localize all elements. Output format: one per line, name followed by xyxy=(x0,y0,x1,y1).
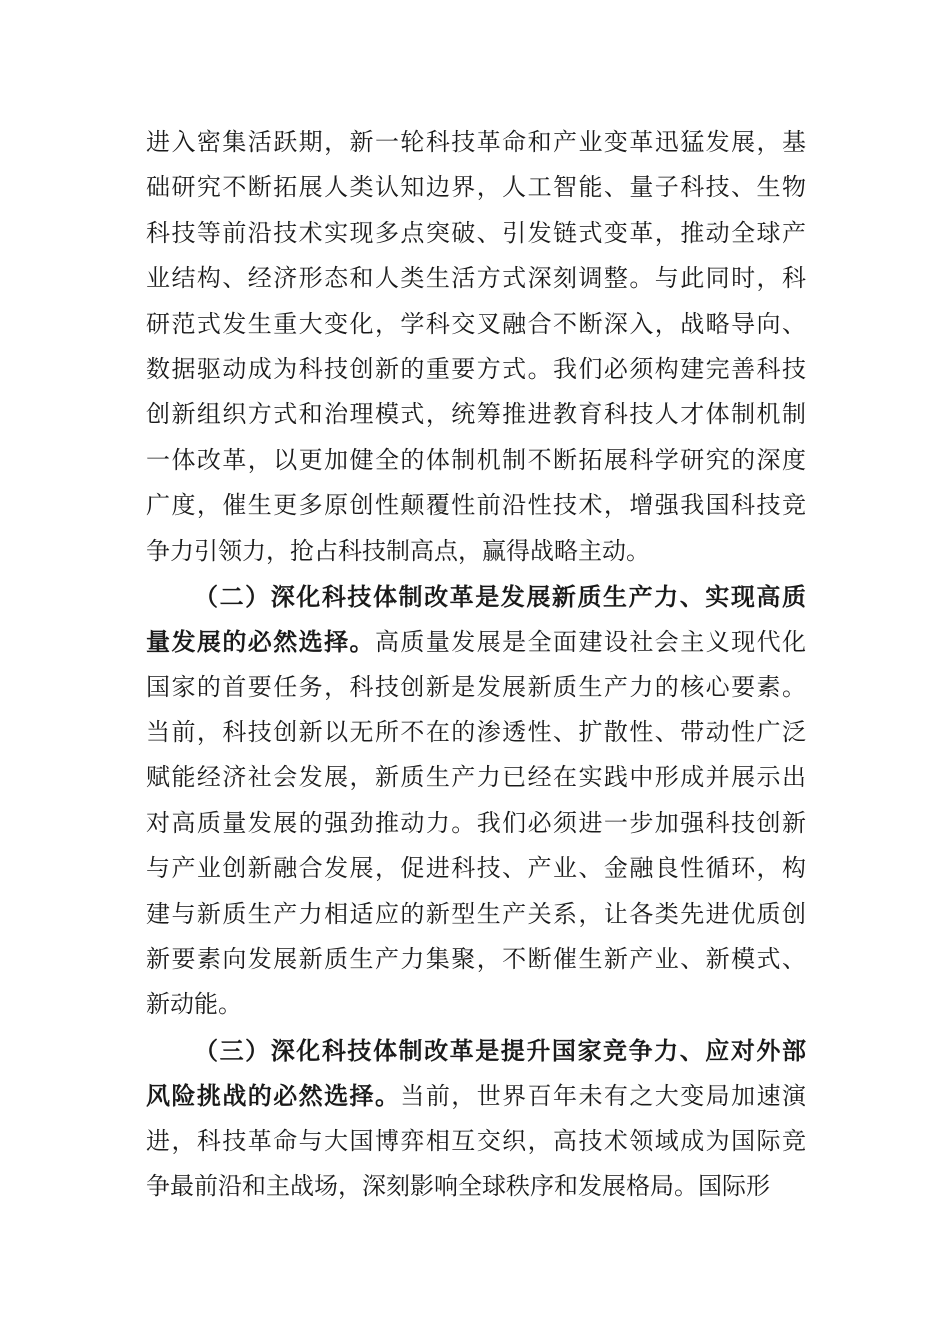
text-line xyxy=(146,937,806,982)
body-text: 进，科技革命与大国博弈相互交织，高技术领域成为国际竞 xyxy=(146,1126,806,1155)
text-line xyxy=(146,529,806,574)
text-line xyxy=(146,755,806,800)
body-text: 高质量发展是全面建设社会主义现代化 xyxy=(374,628,807,657)
text-line xyxy=(146,619,806,664)
text-line xyxy=(146,1073,806,1118)
body-text: 当前，科技创新以无所不在的渗透性、扩散性、带动性广泛 xyxy=(146,718,806,747)
body-text: 一体改革，以更加健全的体制机制不断拓展科学研究的深度 xyxy=(146,445,806,474)
bold-heading-text: （三）深化科技体制改革是提升国家竞争力、应对外部 xyxy=(194,1035,806,1065)
bold-heading-text: 风险挑战的必然选择。 xyxy=(146,1081,401,1111)
text-line xyxy=(146,302,806,347)
body-text: 对高质量发展的强劲推动力。我们必须进一步加强科技创新 xyxy=(146,808,806,837)
text-line xyxy=(146,1028,806,1073)
text-line xyxy=(146,574,806,619)
body-text: 科技等前沿技术实现多点突破、引发链式变革，推动全球产 xyxy=(146,218,806,247)
bold-heading-text: 量发展的必然选择。 xyxy=(146,627,375,657)
text-line xyxy=(146,801,806,846)
body-text: 国家的首要任务，科技创新是发展新质生产力的核心要素。 xyxy=(146,672,806,701)
body-text: 赋能经济社会发展，新质生产力已经在实践中形成并展示出 xyxy=(146,763,806,792)
body-text: 广度，催生更多原创性颠覆性前沿性技术，增强我国科技竞 xyxy=(146,491,806,520)
paragraph-intro xyxy=(146,120,806,574)
text-line xyxy=(146,846,806,891)
body-text: 业结构、经济形态和人类生活方式深刻调整。与此同时，科 xyxy=(146,264,806,293)
document-body xyxy=(146,120,806,1209)
body-text: 新要素向发展新质生产力集聚，不断催生新产业、新模式、 xyxy=(146,945,806,974)
text-line xyxy=(146,392,806,437)
text-line xyxy=(146,982,806,1027)
text-line xyxy=(146,256,806,301)
body-text: 当前，世界百年未有之大变局加速演 xyxy=(400,1082,807,1111)
paragraph-section-2 xyxy=(146,574,806,1028)
body-text: 创新组织方式和治理模式，统筹推进教育科技人才体制机制 xyxy=(146,400,806,429)
body-text: 与产业创新融合发展，促进科技、产业、金融良性循环，构 xyxy=(146,854,806,883)
text-line xyxy=(146,483,806,528)
body-text: 础研究不断拓展人类认知边界，人工智能、量子科技、生物 xyxy=(146,173,806,202)
body-text: 争最前沿和主战场，深刻影响全球秩序和发展格局。国际形 xyxy=(146,1171,770,1200)
text-line xyxy=(146,710,806,755)
body-text: 争力引领力，抢占科技制高点，赢得战略主动。 xyxy=(146,536,650,565)
text-line xyxy=(146,211,806,256)
text-line xyxy=(146,165,806,210)
body-text: 进入密集活跃期，新一轮科技革命和产业变革迅猛发展，基 xyxy=(146,128,806,156)
text-line xyxy=(146,665,806,710)
text-line xyxy=(146,438,806,483)
text-line xyxy=(146,892,806,937)
paragraph-section-3 xyxy=(146,1028,806,1210)
text-line xyxy=(146,1164,806,1209)
text-line xyxy=(146,347,806,392)
body-text: 新动能。 xyxy=(146,990,242,1019)
body-text: 建与新质生产力相适应的新型生产关系，让各类先进优质创 xyxy=(146,899,806,928)
bold-heading-text: （二）深化科技体制改革是发展新质生产力、实现高质 xyxy=(194,581,806,611)
body-text: 数据驱动成为科技创新的重要方式。我们必须构建完善科技 xyxy=(146,354,806,383)
body-text: 研范式发生重大变化，学科交叉融合不断深入，战略导向、 xyxy=(146,309,806,338)
text-line xyxy=(146,120,806,165)
text-line xyxy=(146,1119,806,1164)
